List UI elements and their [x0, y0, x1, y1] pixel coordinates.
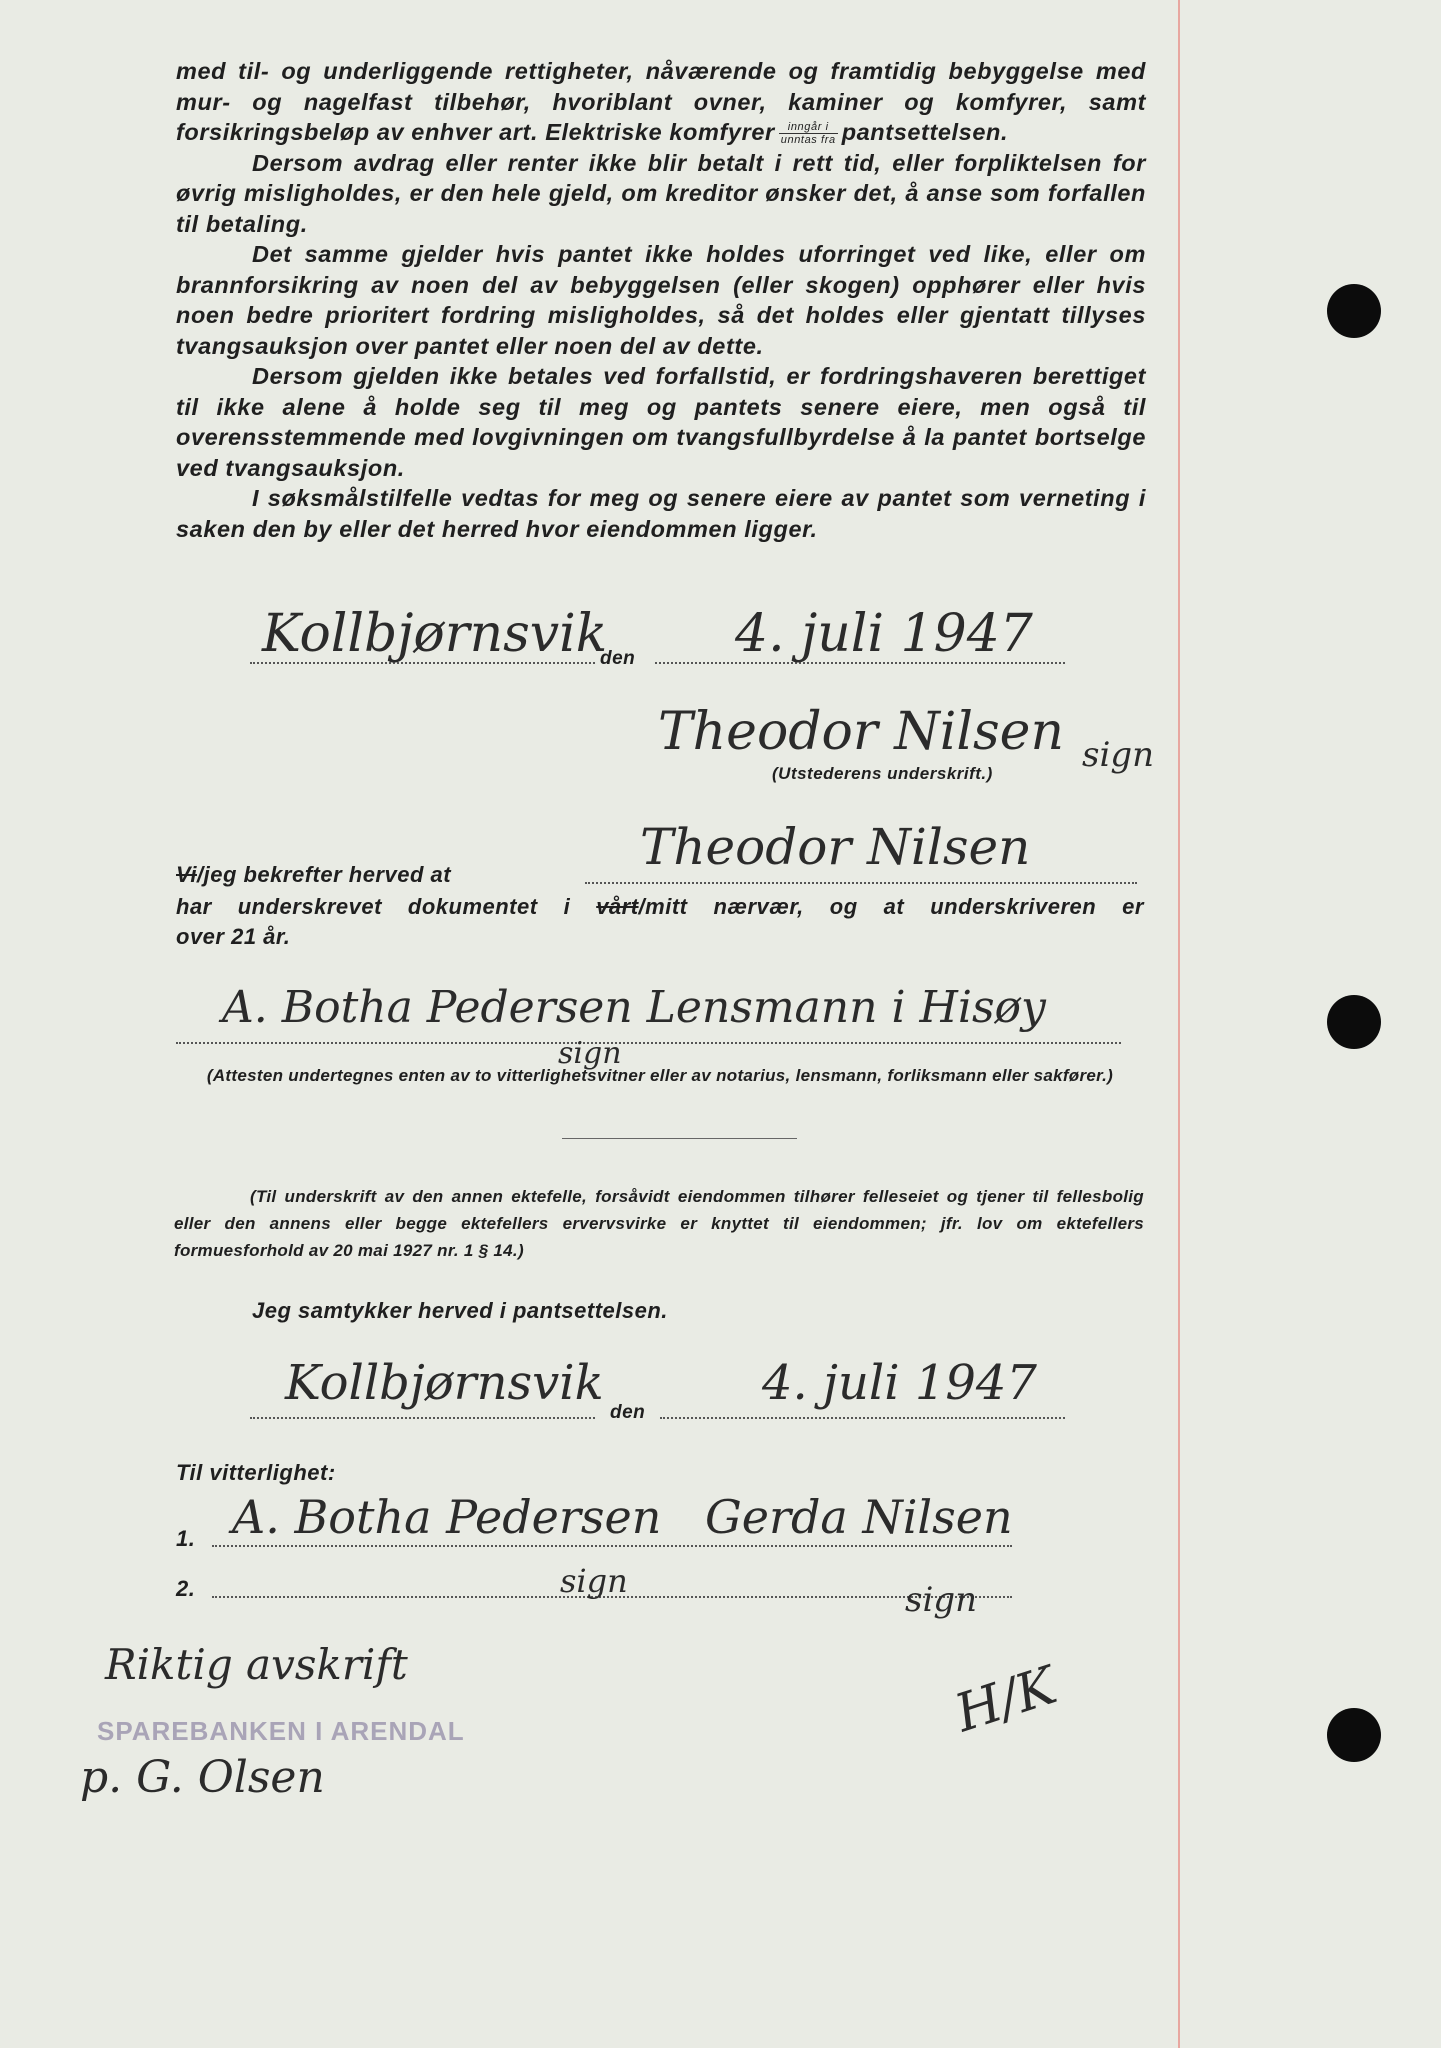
punch-hole [1327, 1708, 1381, 1762]
clerk-signature: p. G. Olsen [80, 1752, 325, 1803]
confirm-line-3: over 21 år. [176, 924, 291, 949]
confirm-line-2: har underskrevet dokumentet i vårt/mitt nærvær, og at underskriveren er [176, 894, 1144, 919]
sign-mark: sign [905, 1580, 977, 1620]
consent-text: Jeg samtykker herved i pantsettelsen. [252, 1298, 668, 1323]
fraction-note: $\frac{\text{inngår i}}{\text{unntas fra}}$ [780, 121, 836, 147]
vitterlighet-label: Til vitterlighet: [176, 1460, 336, 1485]
place-dotted-line [250, 1417, 595, 1419]
confirm-signature: Theodor Nilsen [640, 818, 1031, 876]
date-handwritten: 4. juli 1947 [735, 604, 1033, 664]
witness-line-1 [212, 1545, 1012, 1547]
attest-note: (Attesten undertegnes enten av to vitterlighetsvitner eller av notarius, lensmann, forliksmann eller sakfører.) [206, 1066, 1114, 1085]
date-dotted-line [660, 1417, 1065, 1419]
paragraph-4: Dersom gjelden ikke betales ved forfallstid, er fordringshaveren berettiget til ikke alene å holde seg til meg og pantets senere eiere, men også til overensstemmende med lovgivningen om tvangsfullbyrdelse å la pantet bortselge ved tvangsauksjon. [176, 363, 1146, 481]
separator-line [562, 1138, 797, 1139]
witness-signature-1: A. Botha Pedersen [232, 1490, 662, 1544]
issuer-caption: (Utstederens underskrift.) [772, 764, 993, 783]
sign-mark: sign [1082, 735, 1154, 775]
spouse-note: (Til underskrift av den annen ektefelle, forsåvidt eiendommen tilhører felleseiet og tjener til fellesbolig eller den annens eller begge ektefellers ervervsvirke er knyttet til eiendommen; jfr. lov om ektefellers formuesforhold av 20 mai 1927 nr. 1 § 14.) [174, 1187, 1144, 1260]
margin-initials: H/K [948, 1655, 1064, 1745]
paragraph-3: Det samme gjelder hvis pantet ikke holdes uforringet ved like, eller om brannforsikring av noen del av bebyggelsen (eller skogen) opphører eller hvis noen bedre prioritert fordring misligholdes, så det holdes eller gjentatt tillyses tvangsauksjon over pantet eller noen del av dette. [176, 241, 1146, 359]
den-label: den [610, 1402, 646, 1423]
place-handwritten: Kollbjørnsvik [262, 604, 608, 664]
sign-mark: sign [560, 1562, 628, 1600]
paragraph-2: Dersom avdrag eller renter ikke blir betalt i rett tid, eller forpliktelsen for øvrig misligholdes, er den hele gjeld, om kreditor ønsker det, å anse som forfallen til betaling. [176, 149, 1146, 237]
place-handwritten: Kollbjørnsvik [285, 1355, 604, 1411]
body-text [176, 56, 1146, 544]
witness-signature: A. Botha Pedersen Lensmann i Hisøy [222, 982, 1046, 1033]
paragraph-1: med til- og underliggende rettigheter, nåværende og framtidig bebyggelse med mur- og nagelfast tilbehør, hvoriblant ovner, kaminer og komfyrer, samt forsikringsbeløp av enhver art. Elektriske komfyrer $\frac{\text{inngår i}}{\text{unntas fra}}$ pantsettelsen. [176, 58, 1146, 147]
witness-number-2: 2. [176, 1576, 196, 1601]
paragraph-5: I søksmålstilfelle vedtas for meg og senere eiere av pantet som verneting i saken den by eller det herred hvor eiendommen ligger. [176, 485, 1146, 542]
issuer-signature: Theodor Nilsen [658, 702, 1064, 762]
punch-hole [1327, 284, 1381, 338]
confirm-dotted-line [585, 882, 1137, 884]
witness-number-1: 1. [176, 1526, 196, 1551]
confirm-line-1: Vi/jeg bekrefter herved at [176, 862, 452, 887]
margin-rule [1178, 0, 1180, 2048]
witness-signature-2: Gerda Nilsen [705, 1490, 1013, 1544]
witness-dotted-line [176, 1042, 1121, 1044]
date-handwritten: 4. juli 1947 [762, 1355, 1037, 1411]
sign-mark: sign [558, 1036, 622, 1071]
riktig-avskrift-note: Riktig avskrift [105, 1640, 408, 1689]
den-label: den [600, 648, 636, 669]
punch-hole [1327, 995, 1381, 1049]
bank-stamp: SPAREBANKEN I ARENDAL [97, 1716, 465, 1746]
